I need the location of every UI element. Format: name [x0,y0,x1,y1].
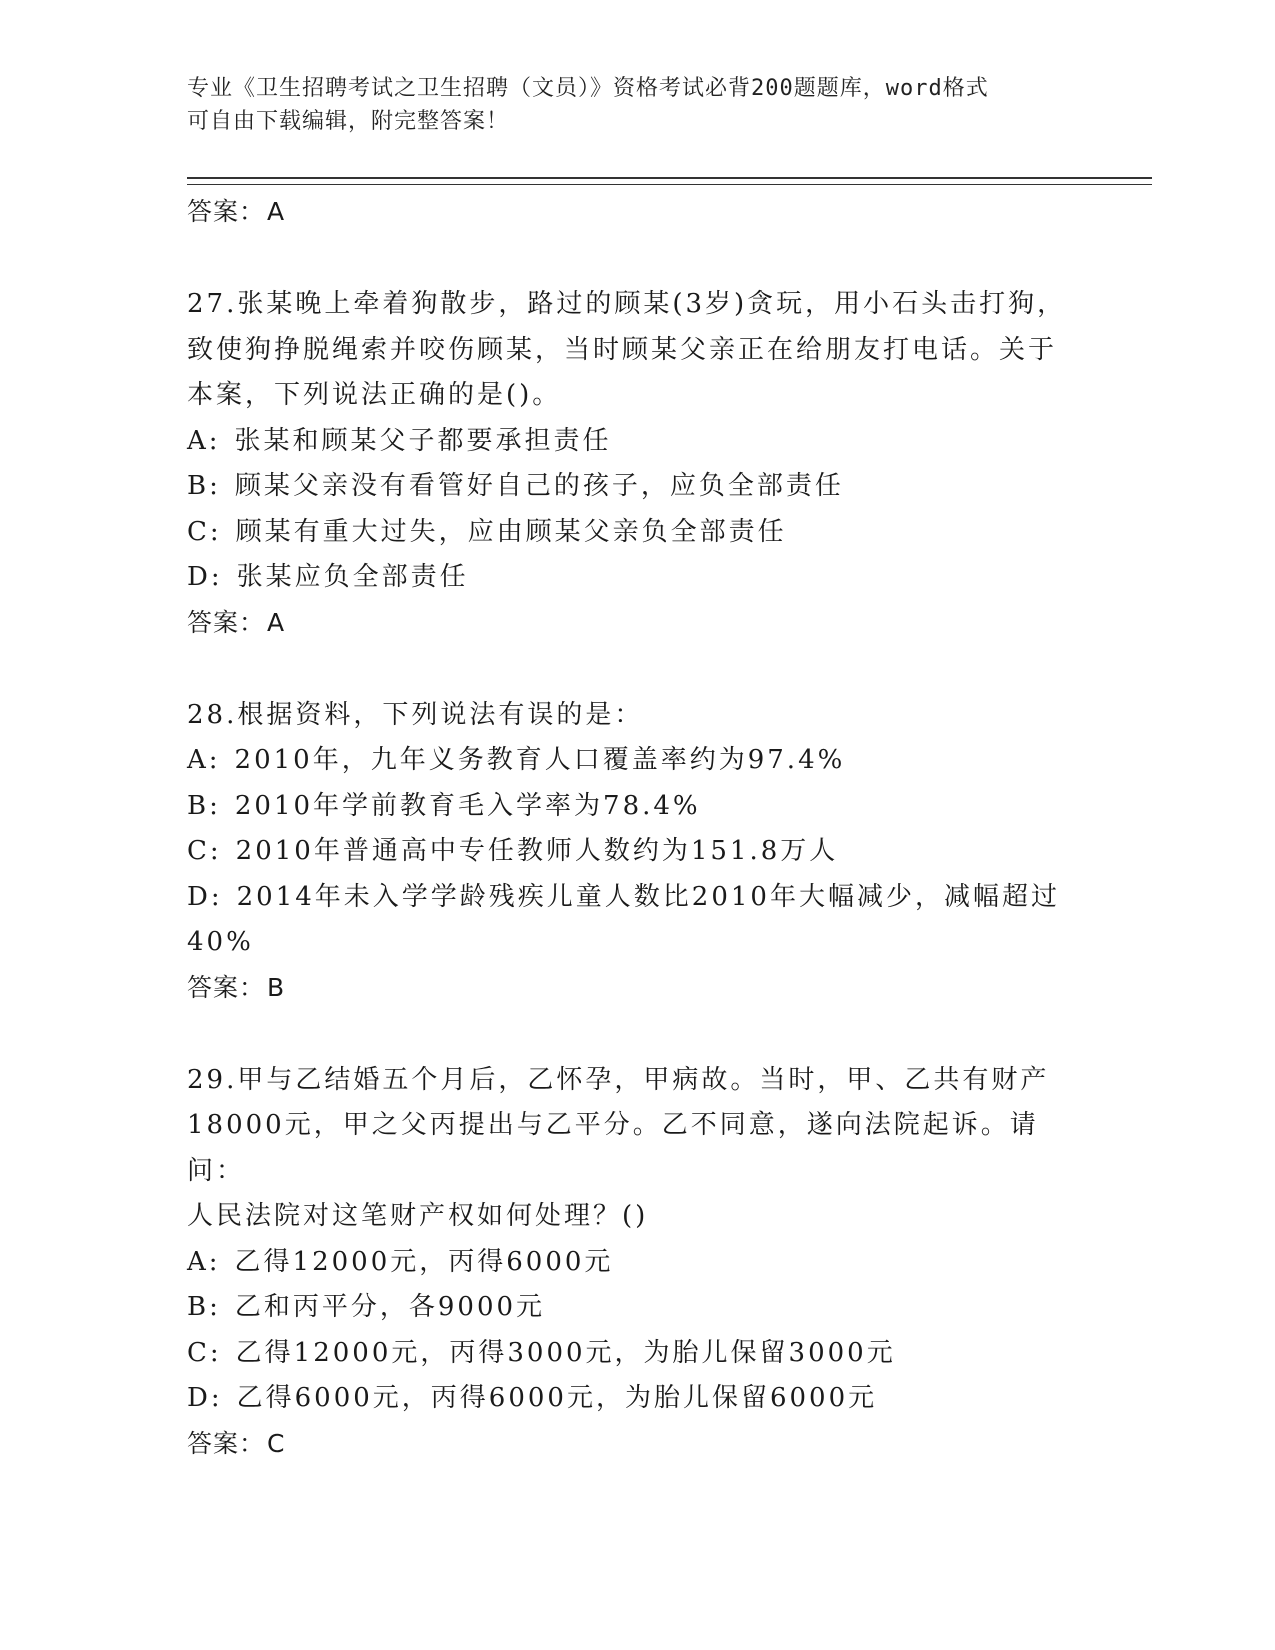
option-key: B: [187,1292,221,1322]
option-text: 乙得12000元，丙得3000元，为胎儿保留3000元 [235,1337,896,1368]
answer-value: A [267,197,286,226]
header-divider [187,177,1152,185]
option-text: 张某和顾某父子都要承担责任 [234,425,612,456]
answer-option [187,875,1067,921]
option-text: 乙得6000元，丙得6000元，为胎儿保留6000元 [236,1383,878,1413]
answer-value: A [267,607,286,637]
answer-option [187,1331,1067,1377]
answer-option [187,1240,1067,1286]
previous-answer [187,190,1067,234]
option-key: A: [187,425,221,456]
option-text: 乙得12000元，丙得6000元 [234,1246,614,1277]
answer-label: 答案： [187,607,266,637]
option-key: C: [187,836,222,866]
question-block [187,1058,1067,1466]
option-key: B: [187,790,221,821]
answer-value: C [267,1428,286,1458]
question-stem-line: 人民法院对这笔财产权如何处理？() [187,1201,649,1231]
question-answer [187,966,1067,1010]
question-answer [187,601,1067,645]
answer-option [187,1376,1067,1422]
option-key: C: [187,516,222,547]
header-line: 可自由下载编辑，附完整答案！ [187,109,510,134]
question-stem-line: 28.根据资料，下列说法有误的是： [187,699,644,730]
option-text: 张某应负全部责任 [236,562,469,592]
answer-value: B [267,972,286,1002]
option-text: 40% [187,927,254,957]
question-stem-line: 29.甲与乙结婚五个月后，乙怀孕，甲病故。当时，甲、乙共有财产 [187,1064,1050,1095]
answer-option [187,784,1067,830]
option-key: A: [187,745,221,775]
answer-option [187,738,1067,784]
option-key: A: [187,1246,221,1277]
answer-option [187,464,1067,510]
option-text: 2014年未入学学龄残疾儿童人数比2010年大幅减少，减幅超过 [236,881,1060,912]
answer-label: 答案： [187,197,266,226]
answer-option [187,829,1067,875]
option-text: 乙和丙平分，各9000元 [234,1292,546,1322]
question-stem-line: 18000元，甲之父丙提出与乙平分。乙不同意，遂向法院起诉。请问： [187,1110,1039,1186]
answer-option [187,920,1067,966]
answer-option [187,555,1067,601]
option-text: 顾某父亲没有看管好自己的孩子，应负全部责任 [234,471,844,501]
question-block [187,282,1067,645]
answer-label: 答案： [187,1428,266,1458]
option-key: B: [187,471,221,501]
question-stem-line: 27.张某晚上牵着狗散步，路过的顾某(3岁)贪玩，用小石头击打狗， [187,289,1067,319]
question-block [187,693,1067,1010]
option-key: D: [187,881,223,912]
header-line: 专业《卫生招聘考试之卫生招聘（文员）》资格考试必背200题题库，word格式 [187,76,989,101]
question-list [187,190,1067,1466]
document-header [187,72,1067,138]
question-stem-line: 本案，下列说法正确的是()。 [187,380,562,410]
question-answer [187,1422,1067,1466]
answer-option [187,419,1067,465]
option-text: 顾某有重大过失，应由顾某父亲负全部责任 [235,516,787,547]
answer-label: 答案： [187,972,266,1002]
answer-option [187,1285,1067,1331]
answer-option [187,510,1067,556]
option-key: D: [187,562,223,592]
option-text: 2010年，九年义务教育人口覆盖率约为97.4% [234,745,846,775]
option-key: D: [187,1383,223,1413]
option-key: C: [187,1337,222,1368]
option-text: 2010年普通高中专任教师人数约为151.8万人 [235,836,839,866]
question-stem-line: 致使狗挣脱绳索并咬伤顾某，当时顾某父亲正在给朋友打电话。关于 [187,334,1058,365]
option-text: 2010年学前教育毛入学率为78.4% [234,790,701,821]
